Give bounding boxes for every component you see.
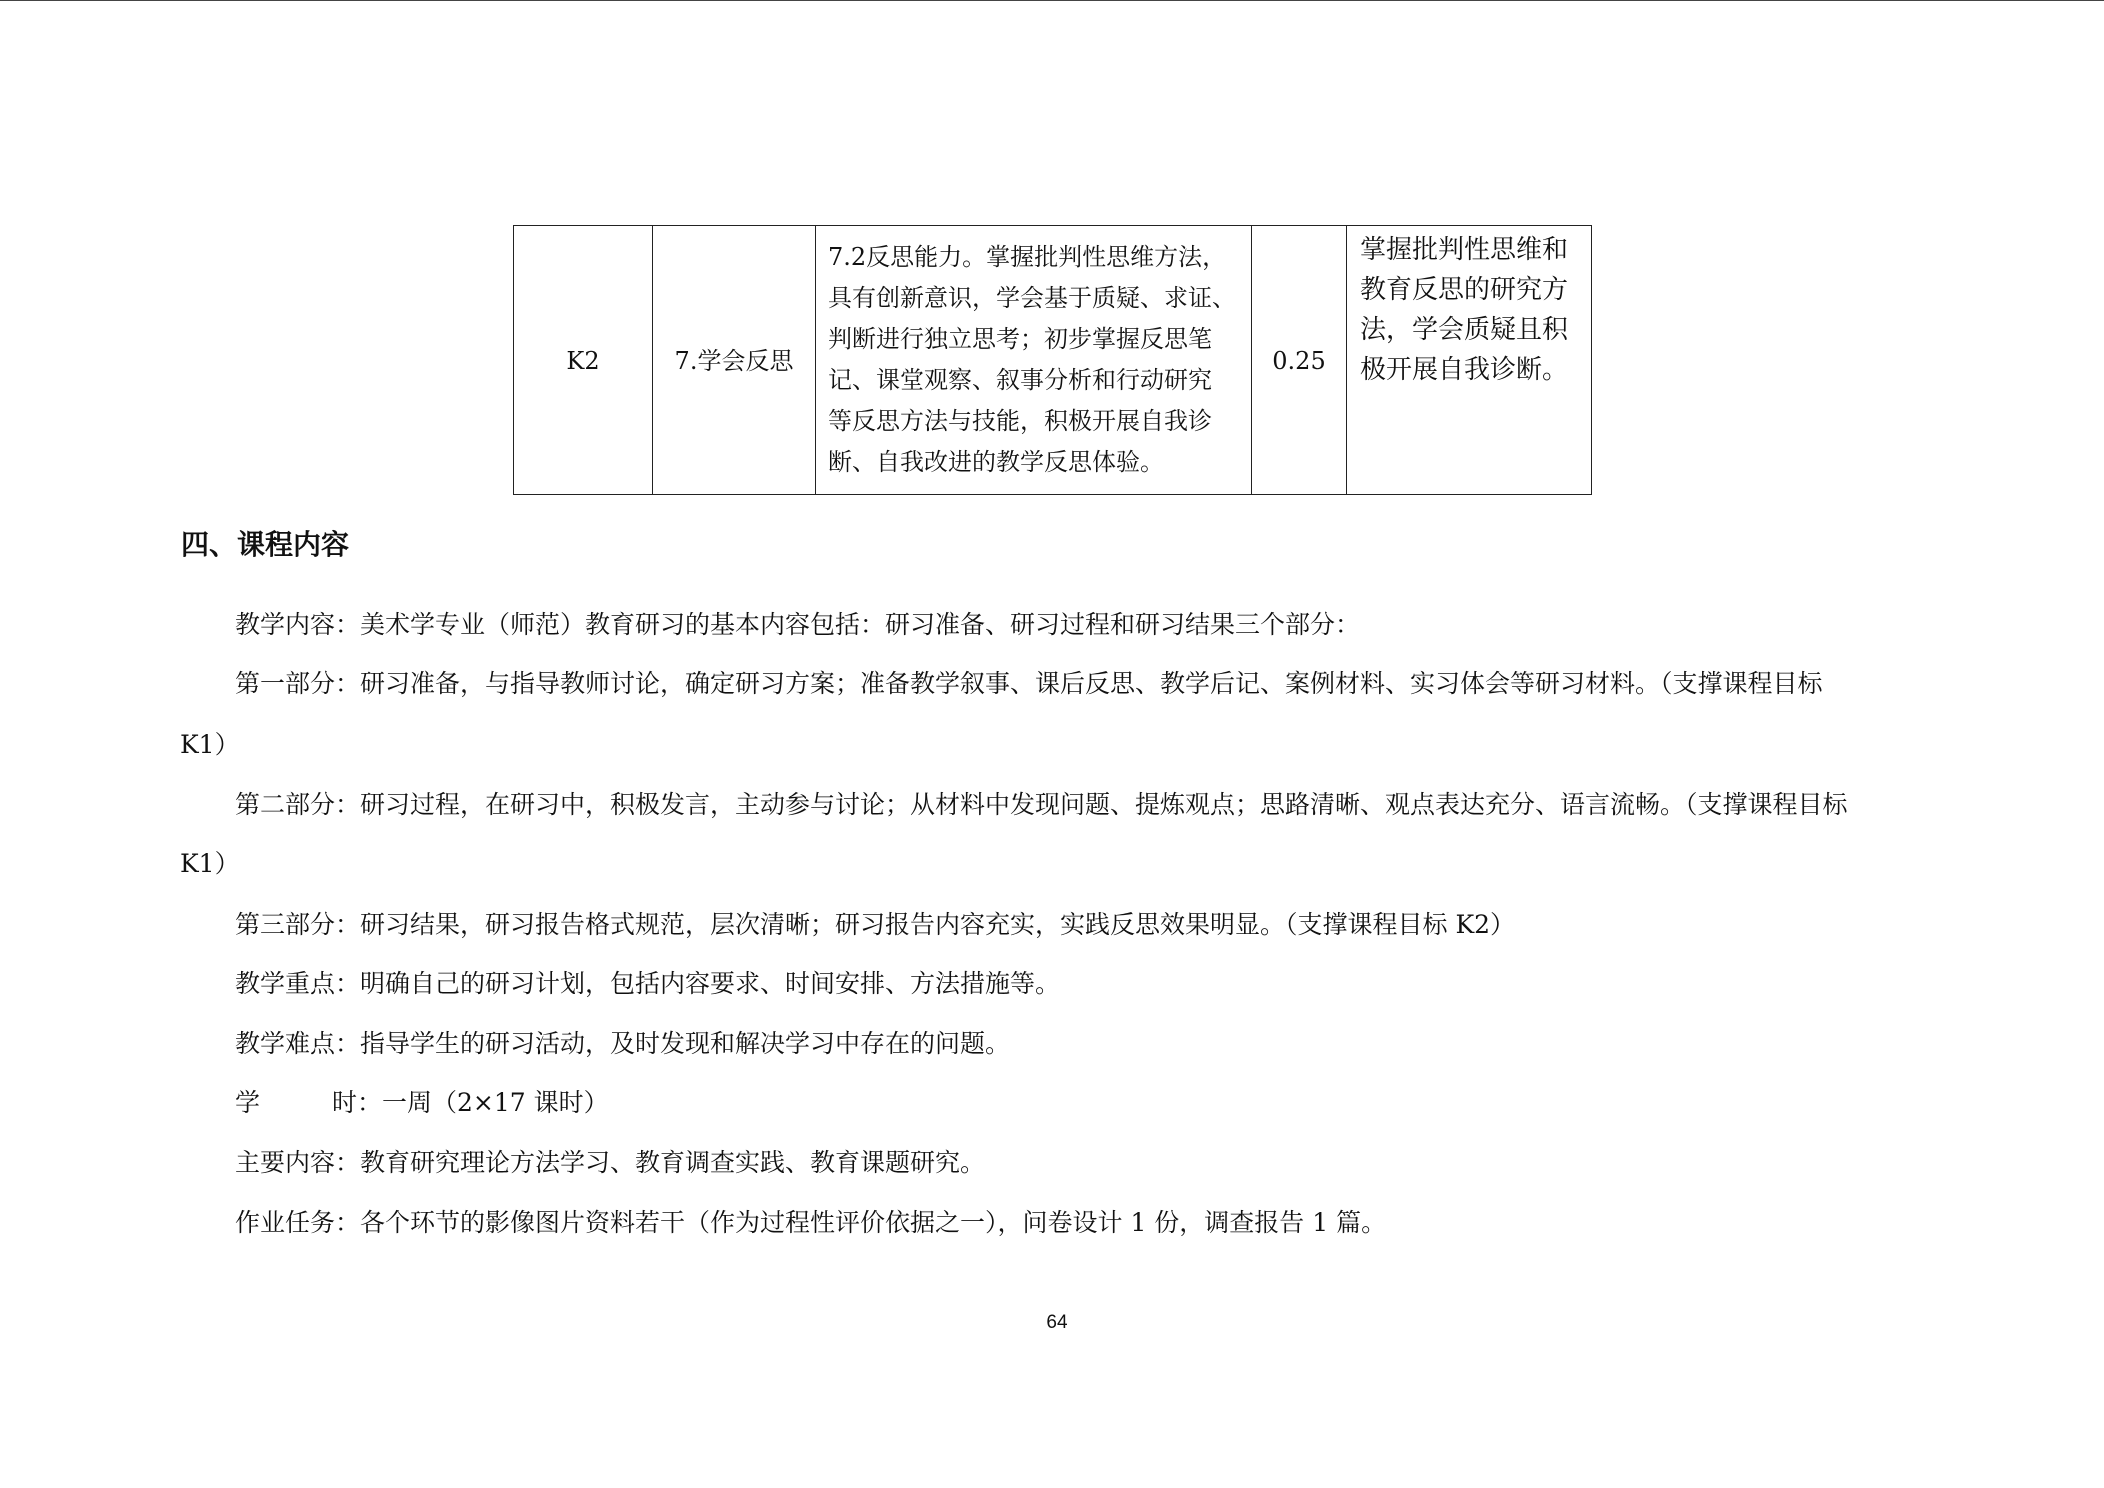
paragraph-part2: 第二部分：研习过程，在研习中，积极发言，主动参与讨论；从材料中发现问题、提炼观点；思路清晰、观点表达充分、语言流畅。（支撑课程目标 (235, 790, 1848, 819)
page-number: 64 (1046, 1312, 1068, 1333)
indicator-line: 记、课堂观察、叙事分析和行动研究 (828, 366, 1212, 394)
indicator-line: 具有创新意识，学会基于质疑、求证、 (828, 284, 1236, 312)
hours-label-rest: 时：一周（2×17 课时） (332, 1088, 609, 1117)
table-cell-weight (1251, 225, 1347, 495)
paragraph-focus: 教学重点：明确自己的研习计划，包括内容要求、时间安排、方法措施等。 (235, 969, 1061, 998)
objective-title: 7.学会反思 (674, 347, 794, 375)
indicator-line: 等反思方法与技能，积极开展自我诊 (828, 407, 1212, 435)
paragraph-assignment: 作业任务：各个环节的影像图片资料若干（作为过程性评价依据之一），问卷设计 1 份，调查报告 1 篇。 (235, 1208, 1387, 1237)
indicator-line: 7.2反思能力。掌握批判性思维方法， (828, 243, 1227, 271)
table-cell-indicator (815, 225, 1252, 495)
section-heading: 四、课程内容 (181, 529, 350, 560)
requirement-line: 教育反思的研究方 (1360, 275, 1569, 305)
objective-code: K2 (566, 347, 600, 375)
paragraph-main-content: 主要内容：教育研究理论方法学习、教育调查实践、教育课题研究。 (235, 1148, 986, 1177)
paragraph-intro: 教学内容：美术学专业（师范）教育研习的基本内容包括：研习准备、研习过程和研习结果三个部分： (235, 610, 1361, 639)
paragraph-part3: 第三部分：研习结果，研习报告格式规范，层次清晰；研习报告内容充实，实践反思效果明显。（支撑课程目标 K2） (235, 910, 1516, 939)
requirement-line: 掌握批判性思维和 (1360, 235, 1569, 265)
paragraph-part1-continued: K1） (180, 730, 240, 759)
weight-value: 0.25 (1272, 347, 1326, 375)
requirement-line: 极开展自我诊断。 (1360, 355, 1569, 385)
paragraph-difficulty: 教学难点：指导学生的研习活动，及时发现和解决学习中存在的问题。 (235, 1029, 1011, 1058)
indicator-line: 判断进行独立思考；初步掌握反思笔 (828, 325, 1212, 353)
paragraph-hours (235, 1087, 609, 1119)
table-cell-requirement (1346, 225, 1592, 495)
table-cell-code (513, 225, 653, 495)
indicator-line: 断、自我改进的教学反思体验。 (828, 448, 1164, 476)
hours-label-first: 学 (235, 1088, 261, 1117)
paragraph-part1: 第一部分：研习准备，与指导教师讨论，确定研习方案；准备教学叙事、课后反思、教学后记、案例材料、实习体会等研习材料。（支撑课程目标 (235, 669, 1823, 698)
paragraph-part2-continued: K1） (180, 849, 240, 878)
page-top-rule (0, 0, 2104, 1)
table-cell-objective (652, 225, 816, 495)
requirement-line: 法，学会质疑且积 (1360, 315, 1569, 345)
